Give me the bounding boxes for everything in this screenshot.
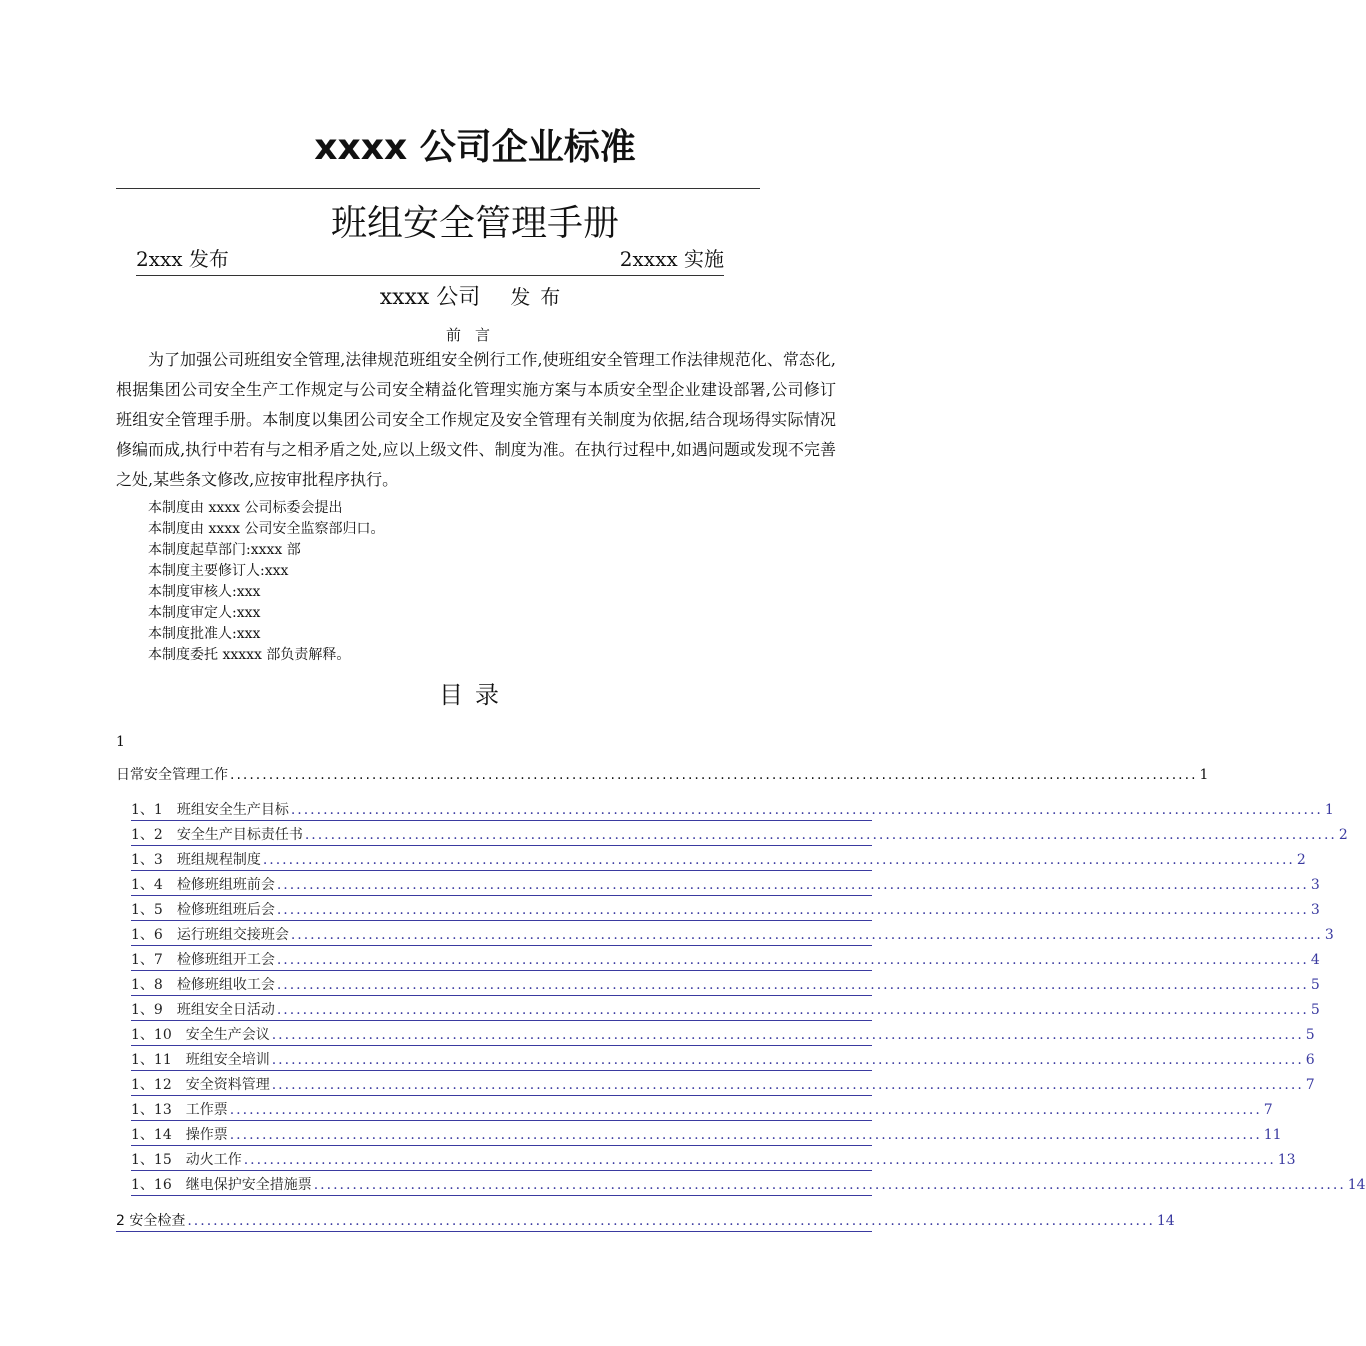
toc-entry-title: 检修班组班前会	[176, 877, 275, 893]
toc-page-number: 5	[1310, 977, 1320, 993]
toc-entry-title: 班组安全培训	[185, 1052, 270, 1068]
toc-entry-title: 安全生产目标责任书	[176, 827, 303, 843]
toc-entry[interactable]	[131, 925, 1334, 946]
toc-leader: ................................................................................................................................................................	[304, 827, 1337, 843]
title-divider	[116, 188, 760, 189]
toc-entry-number: 1、1	[131, 802, 163, 818]
toc-page-number: 4	[1310, 952, 1320, 968]
toc-leader: ................................................................................................................................................................	[271, 1052, 1304, 1068]
toc-entry[interactable]	[131, 1075, 1315, 1096]
toc-leader: ......................................................................................................................................................	[230, 767, 1198, 783]
toc-entry-title: 安全资料管理	[185, 1077, 270, 1093]
toc-entry-number: 1、12	[131, 1077, 172, 1093]
toc-leader: ......................................................................................................................................................	[187, 1213, 1155, 1229]
toc-entry-title: 检修班组收工会	[176, 977, 275, 993]
toc-entry-title: 动火工作	[185, 1152, 242, 1168]
toc-entry[interactable]	[131, 1150, 1296, 1171]
toc-entry-number: 1、8	[131, 977, 163, 993]
toc-page-number: 11	[1263, 1127, 1282, 1143]
toc-entry[interactable]	[131, 875, 1320, 896]
toc-leader: ................................................................................................................................................................	[290, 927, 1323, 943]
regulation-info	[148, 498, 384, 666]
toc-entry[interactable]	[131, 1000, 1320, 1021]
toc-entry[interactable]	[131, 1050, 1315, 1071]
toc-entry-number: 1、7	[131, 952, 163, 968]
toc-entry-label	[131, 1125, 228, 1145]
toc-leader: ................................................................................................................................................................	[276, 977, 1309, 993]
toc-entry-number: 1、6	[131, 927, 163, 943]
company-standard-title: xxxx 公司企业标准	[314, 127, 636, 168]
toc-leader: ................................................................................................................................................................	[271, 1027, 1304, 1043]
toc-entry-title: 检修班组班后会	[176, 902, 275, 918]
toc-entry-label	[131, 1175, 312, 1195]
toc-leader: ................................................................................................................................................................	[271, 1077, 1304, 1093]
foreword-title: 前言	[445, 326, 504, 344]
toc-entry-label	[131, 1075, 270, 1095]
toc-leader: ................................................................................................................................................................	[290, 802, 1323, 818]
toc-entry[interactable]	[131, 900, 1320, 921]
toc-entry[interactable]	[131, 1025, 1315, 1046]
toc-entry-label	[131, 925, 289, 945]
toc-page-number: 13	[1277, 1152, 1296, 1168]
toc-section-number: 1	[116, 734, 125, 750]
info-line-owner: 本制度由 xxxx 公司安全监察部归口。	[148, 521, 385, 537]
implement-date: 2xxxx 实施	[619, 247, 724, 271]
info-line-approver: 本制度批准人:xxx	[148, 626, 261, 642]
info-line-proposer: 本制度由 xxxx 公司标委会提出	[148, 500, 343, 516]
toc-entry-number: 1、11	[131, 1052, 172, 1068]
toc-entry-number: 1、2	[131, 827, 163, 843]
toc-page-number: 14	[1347, 1177, 1366, 1193]
toc-entry-label: 2 安全检查	[116, 1213, 186, 1229]
toc-page-number: 1	[1324, 802, 1334, 818]
toc-entry-number: 1、9	[131, 1002, 163, 1018]
toc-entry-title: 检修班组开工会	[176, 952, 275, 968]
toc-entry-label	[131, 850, 261, 870]
toc-leader: ................................................................................................................................................................	[276, 952, 1309, 968]
toc-page-number: 2	[1296, 852, 1306, 868]
toc-entry-label	[131, 1000, 275, 1020]
toc-entry[interactable]	[131, 950, 1320, 971]
issuer-row	[0, 280, 950, 315]
toc-entry[interactable]	[131, 975, 1320, 996]
toc-entry-section-2[interactable]	[116, 1211, 1175, 1232]
toc-entry[interactable]	[131, 1100, 1273, 1121]
toc-entry-number: 1、3	[131, 852, 163, 868]
toc-page-number: 1	[1199, 767, 1209, 783]
date-row	[136, 245, 724, 276]
toc-page-number: 5	[1310, 1002, 1320, 1018]
toc-page-number: 3	[1310, 902, 1320, 918]
toc-leader: ................................................................................................................................................................	[229, 1127, 1262, 1143]
toc-page-number: 2	[1338, 827, 1348, 843]
toc-entry-label	[131, 900, 275, 920]
info-line-reviewer: 本制度审核人:xxx	[148, 584, 261, 600]
toc-entry-section-1[interactable]	[116, 765, 1209, 785]
toc-entry-number: 1、15	[131, 1152, 172, 1168]
toc-entry-title: 班组规程制度	[176, 852, 261, 868]
toc-page-number: 14	[1156, 1213, 1175, 1229]
issuer-company: xxxx 公司	[379, 285, 481, 310]
info-line-verifier: 本制度审定人:xxx	[148, 605, 261, 621]
manual-title: 班组安全管理手册	[330, 203, 619, 244]
toc-entry-title: 安全生产会议	[185, 1027, 270, 1043]
toc-entry-title: 班组安全日活动	[176, 1002, 275, 1018]
toc-leader: ................................................................................................................................................................	[276, 877, 1309, 893]
toc-entry[interactable]	[131, 800, 1334, 821]
toc-page-number: 3	[1310, 877, 1320, 893]
toc-entry-number: 1、10	[131, 1027, 172, 1043]
issue-word: 发布	[510, 285, 571, 309]
info-line-reviser: 本制度主要修订人:xxx	[148, 563, 289, 579]
info-line-interpreter: 本制度委托 xxxxx 部负责解释。	[148, 647, 351, 663]
toc-entry[interactable]	[131, 1175, 1366, 1196]
toc-page-number: 7	[1305, 1077, 1315, 1093]
publish-date: 2xxx 发布	[136, 247, 229, 271]
toc-entry[interactable]	[131, 1125, 1282, 1146]
toc-leader: ................................................................................................................................................................	[276, 902, 1309, 918]
toc-entry-label	[131, 975, 275, 995]
toc-entry-label: 日常安全管理工作	[116, 767, 228, 783]
toc-entry-number: 1、4	[131, 877, 163, 893]
toc-entry-title: 继电保护安全措施票	[185, 1177, 312, 1193]
foreword-paragraph: 为了加强公司班组安全管理,法律规范班组安全例行工作,使班组安全管理工作法律规范化、常态化,根据集团公司安全生产工作规定与公司安全精益化管理实施方案与本质安全型企业建设部署,公司修订班组安全管理手册。本制度以集团公司安全工作规定及安全管理有关制度为依据,结合现场得实际情况修编而成,执行中若有与之相矛盾之处,应以上级文件、制度为准。在执行过程中,如遇问题或发现不完善之处,某些条文修改,应按审批程序执行。	[116, 350, 836, 489]
toc-heading: 目录	[439, 681, 511, 709]
toc-entry[interactable]	[131, 825, 1348, 846]
toc-leader: ................................................................................................................................................................	[229, 1102, 1262, 1118]
toc-entry-number: 1、5	[131, 902, 163, 918]
toc-entry-label	[131, 875, 275, 895]
toc-entry[interactable]	[131, 850, 1306, 871]
info-line-drafting-dept: 本制度起草部门:xxxx 部	[148, 542, 301, 558]
toc-entry-title: 运行班组交接班会	[176, 927, 289, 943]
toc-page-number: 6	[1305, 1052, 1315, 1068]
toc-page-number: 5	[1305, 1027, 1315, 1043]
toc-entry-label	[131, 1050, 270, 1070]
toc-entry-label	[131, 825, 303, 845]
toc-leader: ................................................................................................................................................................	[243, 1152, 1276, 1168]
toc-entry-label	[131, 1150, 242, 1170]
toc-entry-number: 1、13	[131, 1102, 172, 1118]
toc-entry-label	[131, 1100, 228, 1120]
toc-page-number: 3	[1324, 927, 1334, 943]
toc-leader: ................................................................................................................................................................	[262, 852, 1295, 868]
toc-leader: ................................................................................................................................................................	[313, 1177, 1346, 1193]
toc-entry-number: 1、14	[131, 1127, 172, 1143]
toc-entry-number: 1、16	[131, 1177, 172, 1193]
toc-entry-label	[131, 950, 275, 970]
toc-entry-title: 操作票	[185, 1127, 228, 1143]
toc-page-number: 7	[1263, 1102, 1273, 1118]
toc-entry-label	[131, 1025, 270, 1045]
toc-leader: ................................................................................................................................................................	[276, 1002, 1309, 1018]
toc-entry-title: 班组安全生产目标	[176, 802, 289, 818]
toc-entry-title: 工作票	[185, 1102, 228, 1118]
toc-entry-label	[131, 800, 289, 820]
